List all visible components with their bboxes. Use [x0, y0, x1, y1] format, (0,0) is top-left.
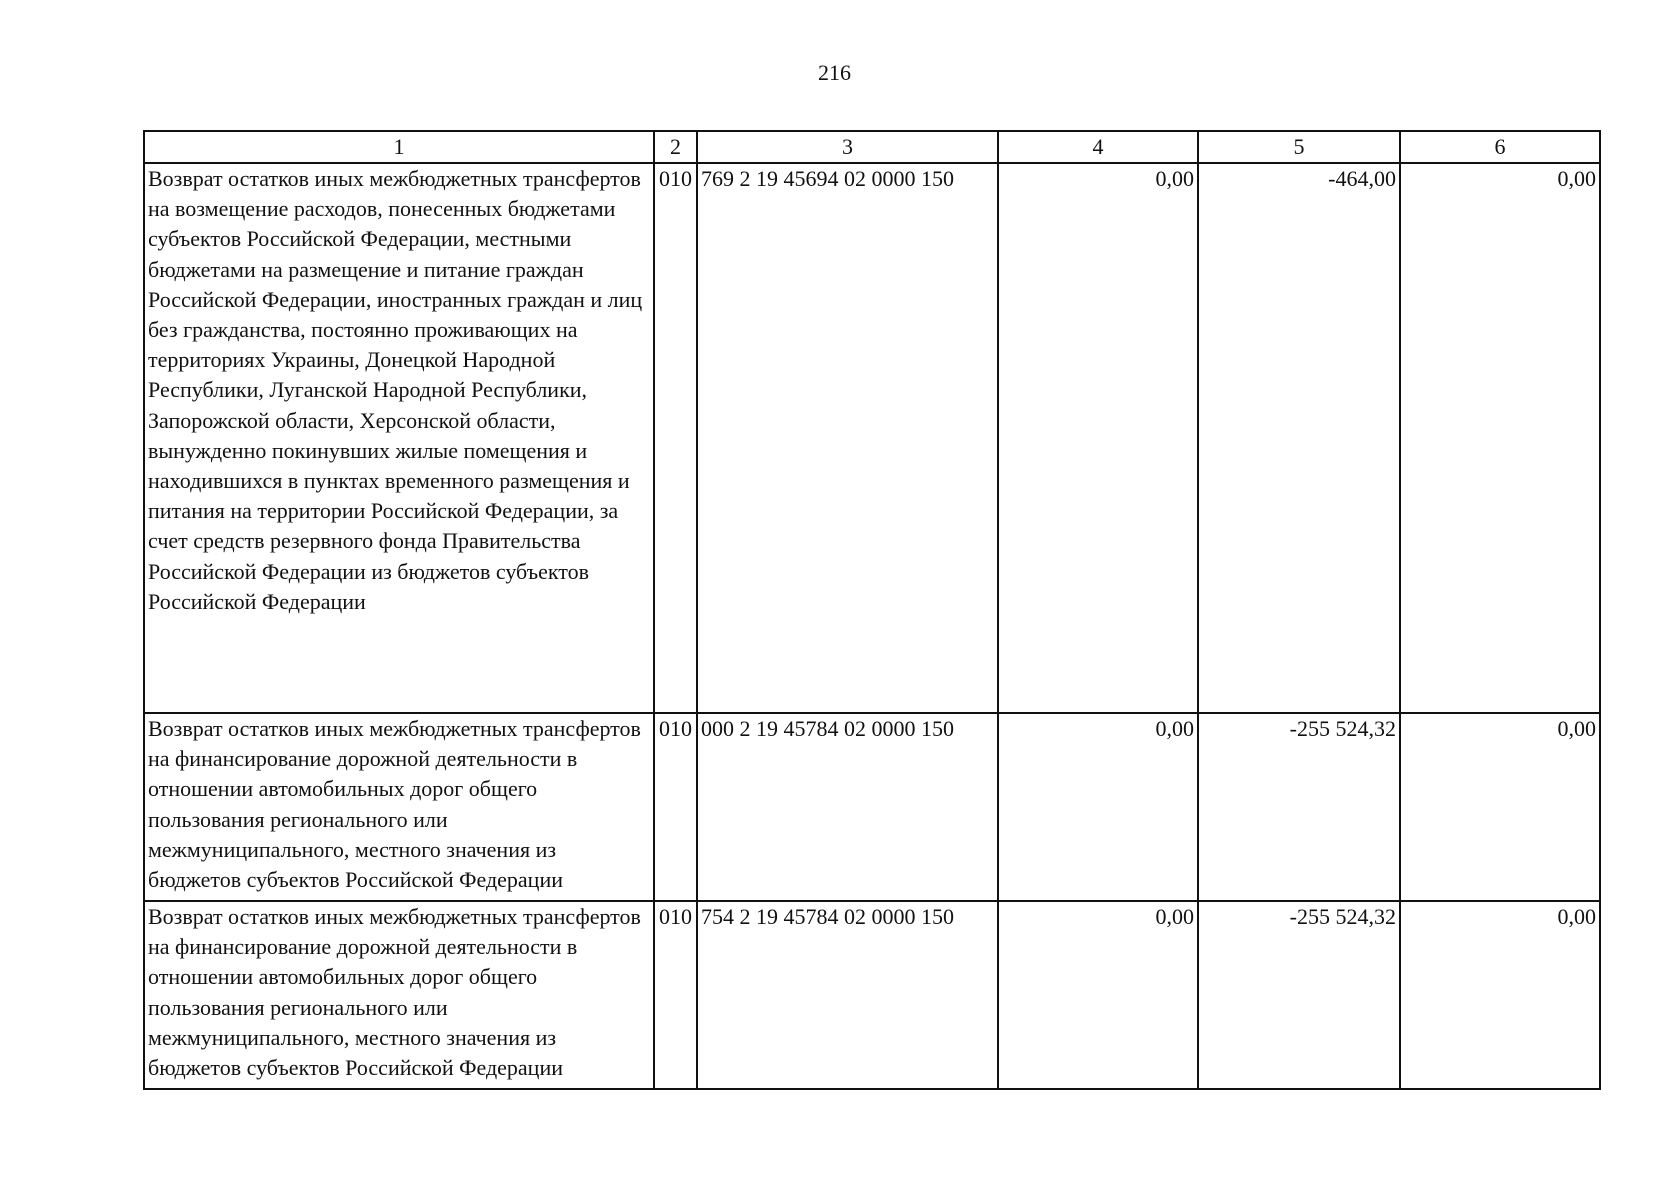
column-header-4: 4: [998, 131, 1198, 163]
row-name-cell: Возврат остатков иных межбюджетных трансфертов на возмещение расходов, понесенных бюджетами субъектов Российской Федерации, местными бюджетами на размещение и питание граждан Российской Федерации, иностранных граждан и лиц без гражданства, постоянно проживающих на территориях Украины, Донецкой Народной Республики, Луганской Народной Республики, Запорожской области, Херсонской области, вынужденно покинувших жилые помещения и находившихся в пунктах временного размещения и питания на территории Российской Федерации, за счет средств резервного фонда Правительства Российской Федерации из бюджетов субъектов Российской Федерации: [144, 163, 654, 713]
table-header-row: [144, 131, 1600, 163]
row-name-cell: Возврат остатков иных межбюджетных трансфертов на финансирование дорожной деятельности в отношении автомобильных дорог общего пользования регионального или межмуниципального, местного значения из бюджетов субъектов Российской Федерации: [144, 901, 654, 1089]
column-header-1: 1: [144, 131, 654, 163]
table-row: [144, 713, 1600, 901]
row-value-col6-cell: 0,00: [1400, 901, 1600, 1089]
row-budget-code-cell: 000 2 19 45784 02 0000 150: [697, 713, 998, 901]
row-value-col4-cell: 0,00: [998, 901, 1198, 1089]
column-header-3: 3: [697, 131, 998, 163]
column-header-5: 5: [1198, 131, 1400, 163]
row-value-col5-cell: -255 524,32: [1198, 901, 1400, 1089]
row-value-col5-cell: -464,00: [1198, 163, 1400, 713]
budget-table: [143, 130, 1601, 1090]
row-admin-code-cell: 010: [654, 163, 697, 713]
row-name-cell: Возврат остатков иных межбюджетных трансфертов на финансирование дорожной деятельности в отношении автомобильных дорог общего пользования регионального или межмуниципального, местного значения из бюджетов субъектов Российской Федерации: [144, 713, 654, 901]
row-admin-code-cell: 010: [654, 901, 697, 1089]
page-number: 216: [818, 60, 851, 85]
row-admin-code-cell: 010: [654, 713, 697, 901]
row-budget-code-cell: 769 2 19 45694 02 0000 150: [697, 163, 998, 713]
table-row: [144, 163, 1600, 713]
row-value-col5-cell: -255 524,32: [1198, 713, 1400, 901]
row-value-col4-cell: 0,00: [998, 163, 1198, 713]
row-value-col4-cell: 0,00: [998, 713, 1198, 901]
column-header-2: 2: [654, 131, 697, 163]
row-value-col6-cell: 0,00: [1400, 163, 1600, 713]
row-value-col6-cell: 0,00: [1400, 713, 1600, 901]
column-header-6: 6: [1400, 131, 1600, 163]
table-row: [144, 901, 1600, 1089]
row-budget-code-cell: 754 2 19 45784 02 0000 150: [697, 901, 998, 1089]
